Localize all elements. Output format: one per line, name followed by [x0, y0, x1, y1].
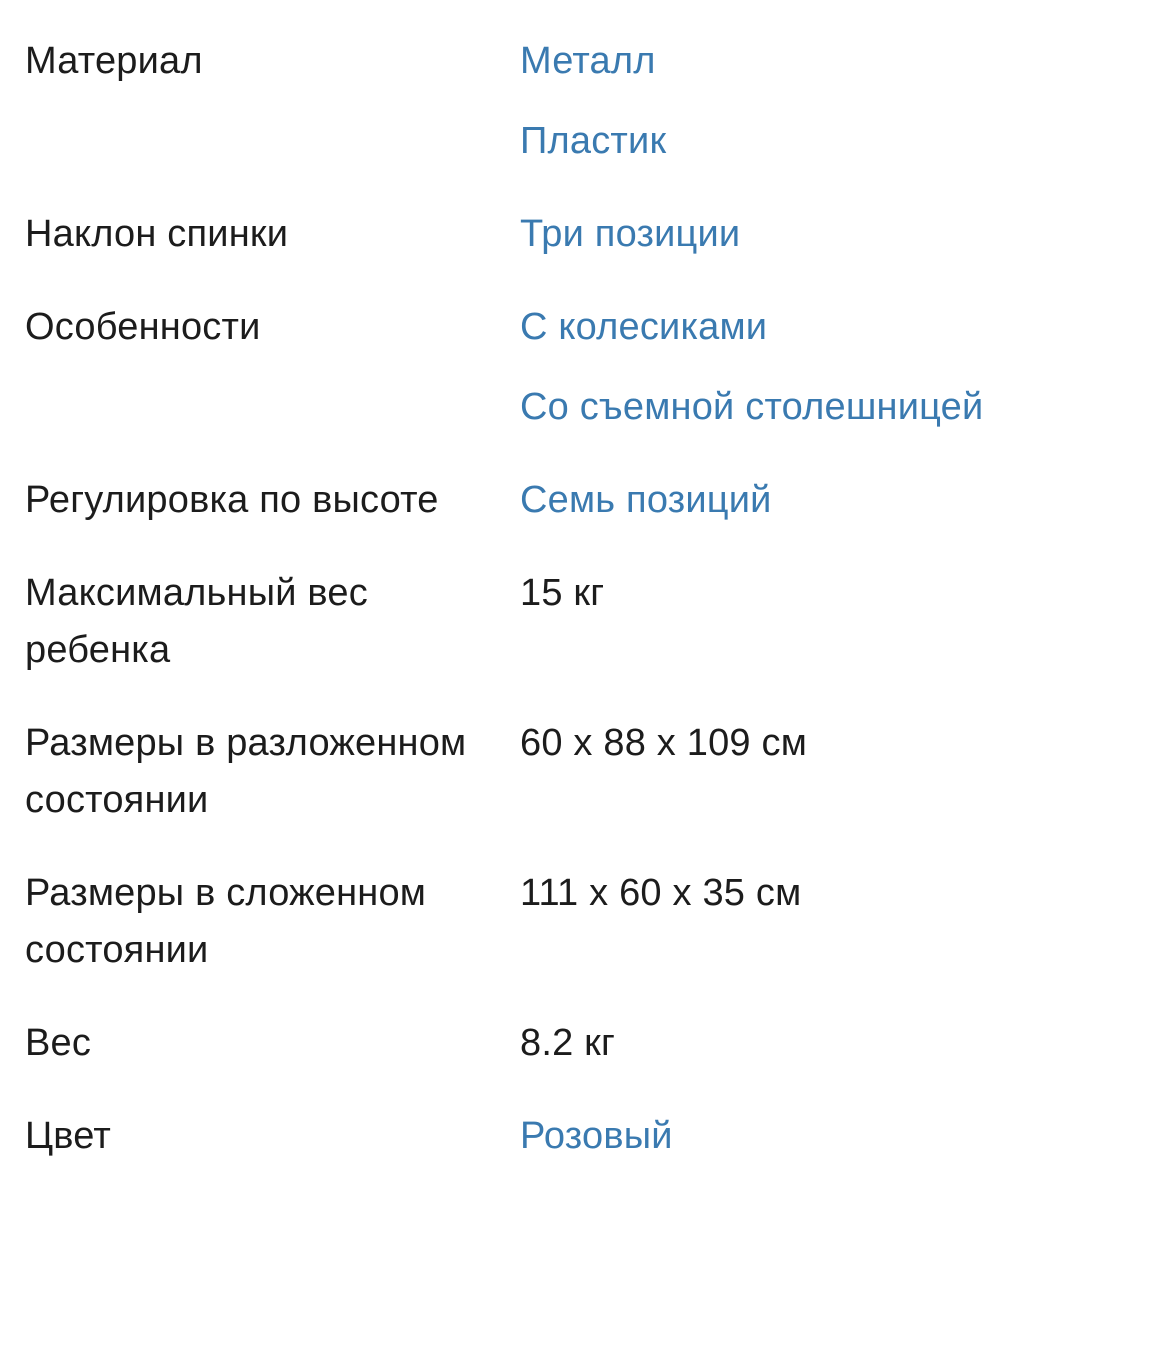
spec-row-weight	[25, 1015, 1145, 1072]
spec-values	[520, 206, 1145, 263]
spec-row-folded-dimensions	[25, 865, 1145, 979]
spec-values	[520, 33, 1145, 170]
spec-label: Наклон спинки	[25, 213, 289, 255]
spec-values	[520, 1015, 1145, 1072]
spec-value-link[interactable]: Пластик	[520, 120, 667, 162]
spec-row-height-adjustment	[25, 472, 1145, 529]
spec-label: Максимальный вес ребенка	[25, 572, 368, 671]
spec-row-material	[25, 33, 1145, 170]
spec-row-unfolded-dimensions	[25, 715, 1145, 829]
spec-value-link[interactable]: Со съемной столешницей	[520, 386, 984, 428]
spec-values	[520, 865, 1145, 922]
spec-value: 15 кг	[520, 572, 605, 614]
spec-value-link[interactable]: Три позиции	[520, 213, 741, 255]
spec-value-link[interactable]: Розовый	[520, 1115, 673, 1157]
spec-values	[520, 299, 1145, 436]
spec-label: Особенности	[25, 306, 261, 348]
spec-value-link[interactable]: С колесиками	[520, 306, 768, 348]
spec-label: Размеры в разложенном состоянии	[25, 722, 467, 821]
spec-label: Вес	[25, 1022, 92, 1064]
spec-values	[520, 1108, 1145, 1165]
spec-label: Размеры в сложенном состоянии	[25, 872, 427, 971]
spec-row-color	[25, 1108, 1145, 1165]
spec-value-link[interactable]: Семь позиций	[520, 479, 772, 521]
spec-value: 8.2 кг	[520, 1022, 616, 1064]
spec-values	[520, 472, 1145, 529]
product-specs	[25, 33, 1145, 1165]
spec-value: 60 x 88 x 109 см	[520, 722, 808, 764]
spec-value: 111 x 60 x 35 см	[520, 872, 802, 914]
spec-label: Цвет	[25, 1115, 111, 1157]
spec-values	[520, 565, 1145, 622]
spec-row-backrest-recline	[25, 206, 1145, 263]
spec-row-features	[25, 299, 1145, 436]
spec-value-link[interactable]: Металл	[520, 40, 656, 82]
spec-label: Материал	[25, 40, 203, 82]
spec-values	[520, 715, 1145, 772]
spec-row-max-child-weight	[25, 565, 1145, 679]
spec-label: Регулировка по высоте	[25, 479, 439, 521]
